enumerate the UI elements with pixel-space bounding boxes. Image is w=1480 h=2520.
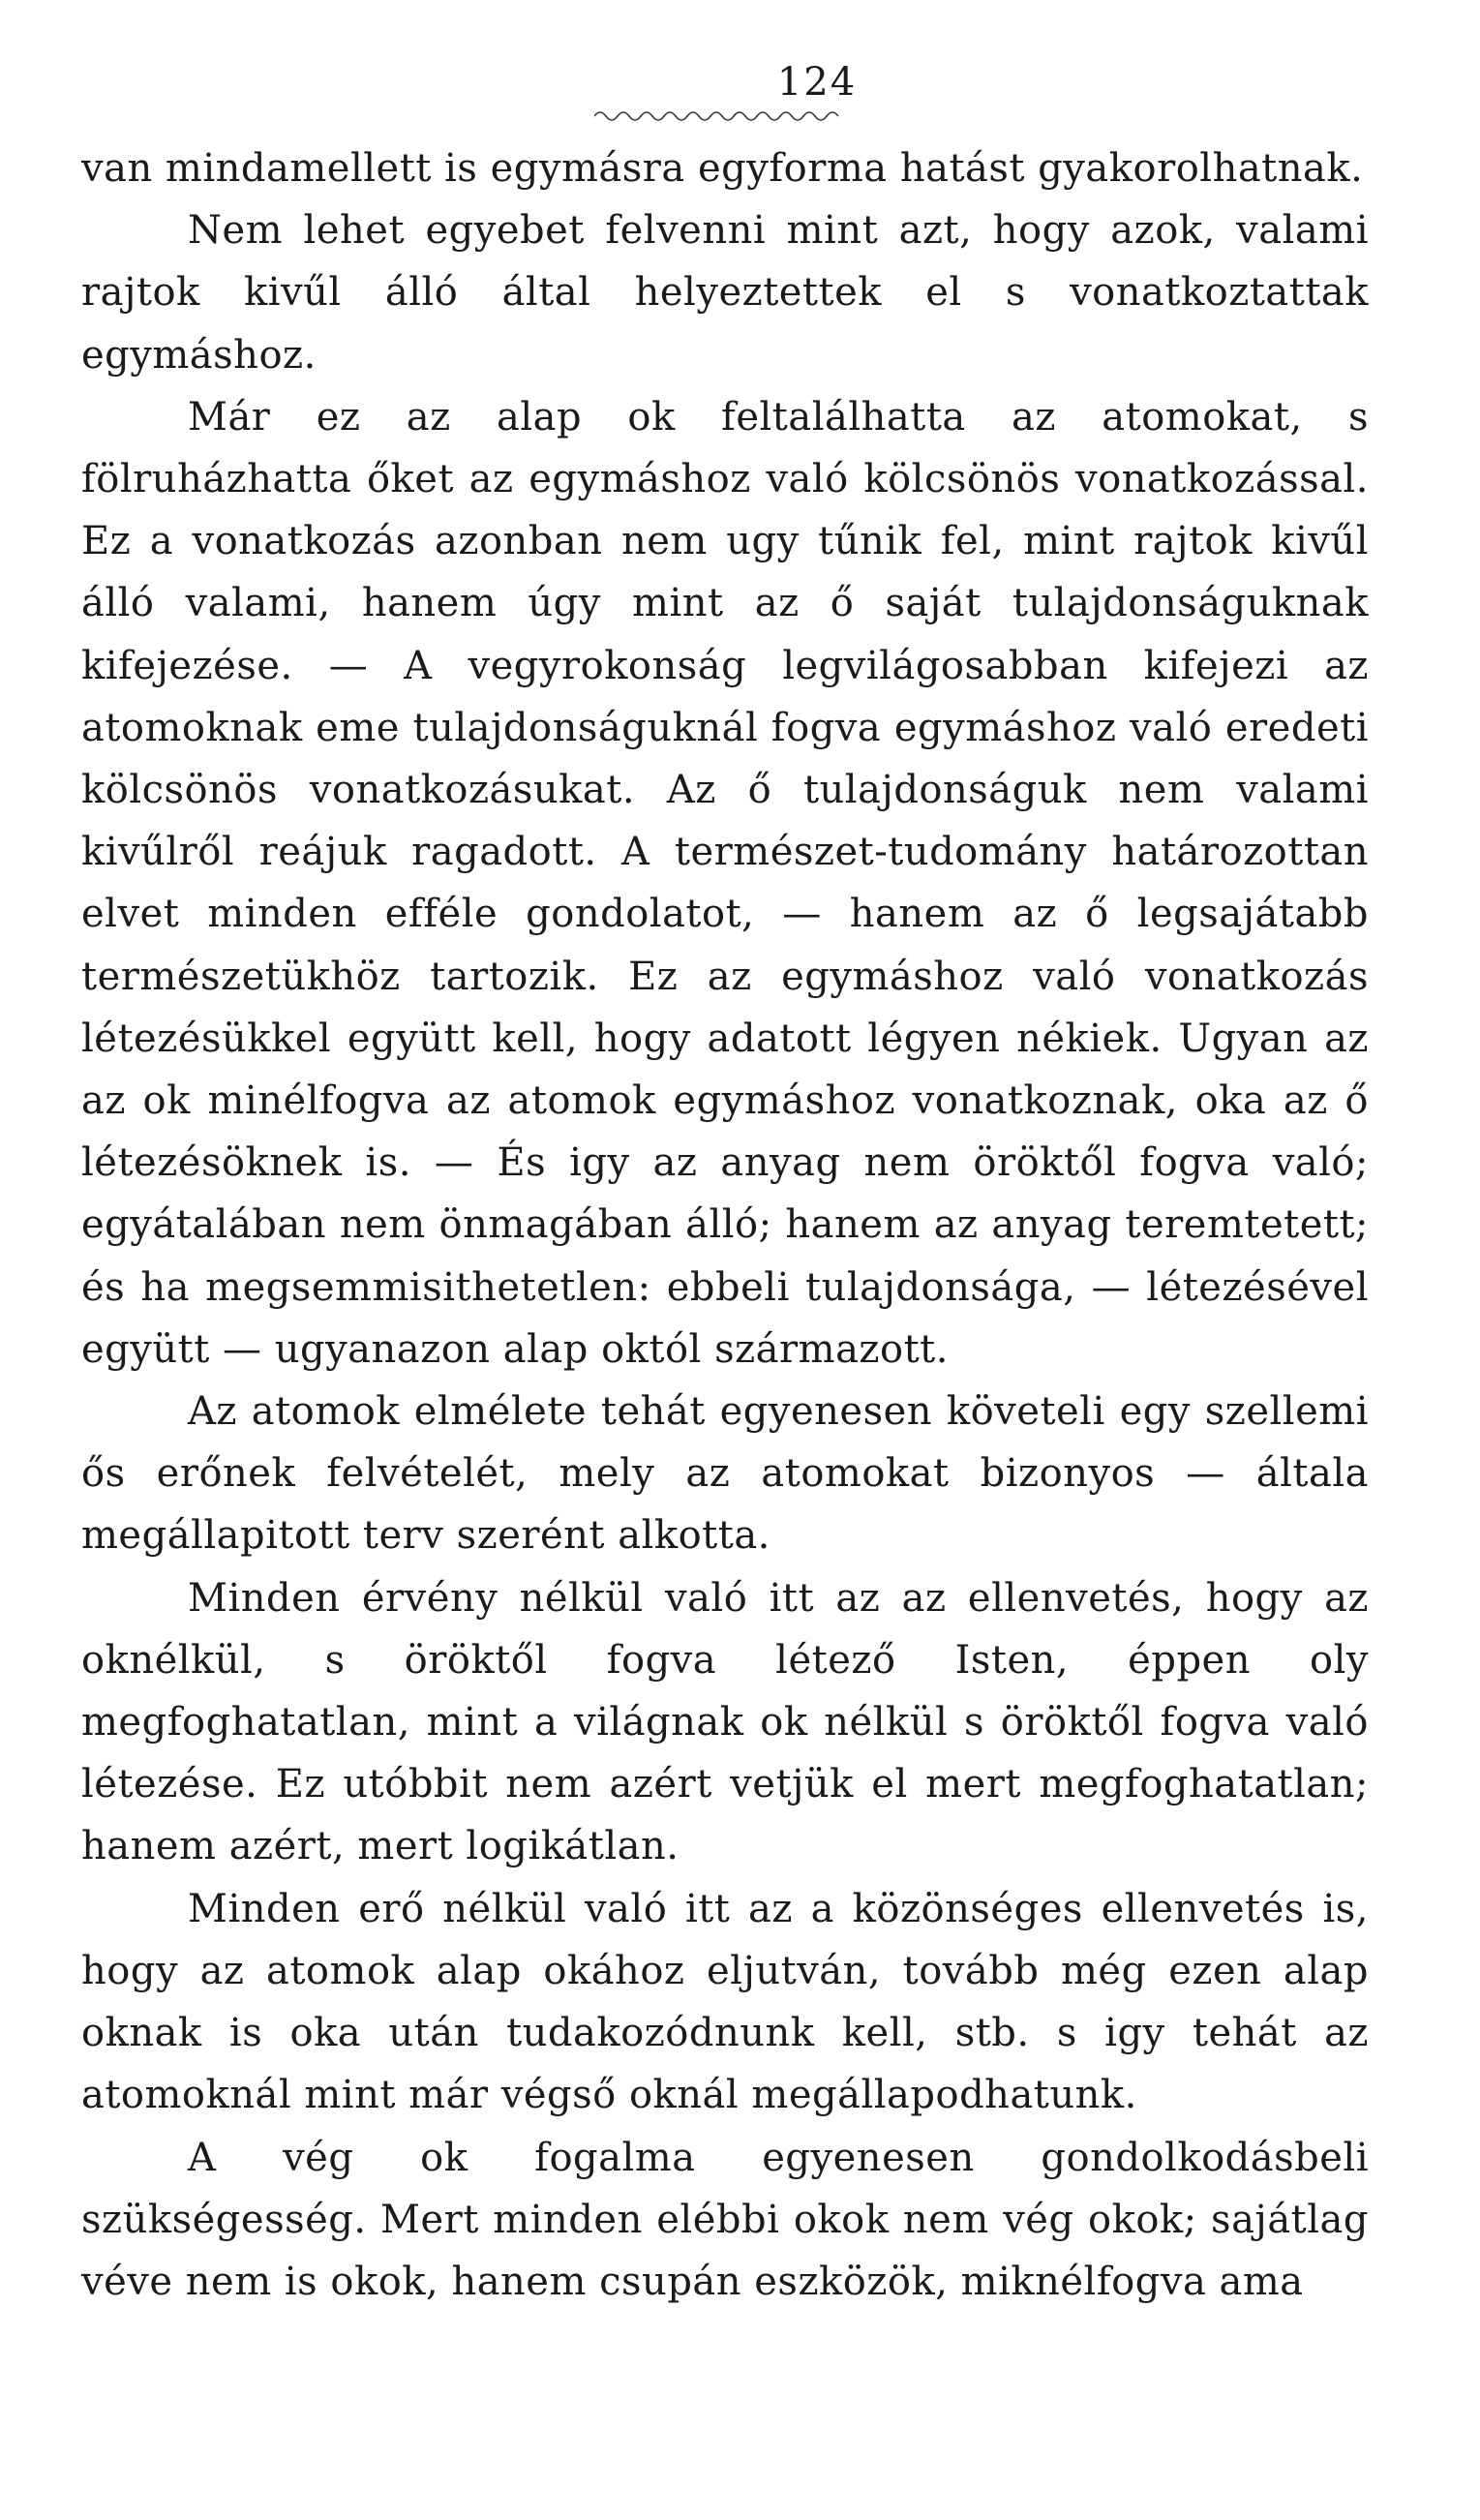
paragraph-6: Minden erő nélkül való itt az a közönséges ellenvetés is, hogy az atomok alap okához eljutván, tovább még ezen alap oknak is oka után tudakozódnunk kell, stb. s igy tehát az atomoknál mint már végső oknál megállapodhatunk.: [81, 1886, 1369, 2118]
paragraph-3: Már ez az alap ok feltalálhatta az atomokat, s fölruházhatta őket az egymáshoz való kölcsönös vonatkozással. Ez a vonatkozás azonban nem ugy tűnik fel, mint rajtok kivűl álló valami, hanem úgy mint az ő saját tulajdonságuknak kifejezése. — A vegyrokonság legvilágosabban kifejezi az atomoknak eme tulajdonságuknál fogva egymáshoz való eredeti kölcsönös vonatkozásukat. Az ő tulajdonságuk nem valami kivűlről reájuk ragadott. A természet-tudomány határozottan elvet minden efféle gondolatot, — hanem az ő legsajátabb természetükhöz tartozik. Ez az egymáshoz való vonatkozás létezésükkel együtt kell, hogy adatott légyen nékiek. Ugyan az az ok minélfogva az atomok egymáshoz vonatkoznak, oka az ő létezésöknek is. — És igy az anyag nem öröktől fogva való; egyátalában nem önmagában álló; hanem az anyag teremtetett; és ha megsemmisithetetlen: ebbeli tulajdonsága, — létezésével együtt — ugyanazon alap októl származott.: [81, 394, 1369, 1372]
wavy-rule-ornament: [594, 106, 846, 126]
paragraph-5: Minden érvény nélkül való itt az az ellenvetés, hogy az oknélkül, s öröktől fogva létező Isten, éppen oly megfoghatatlan, mint a világnak ok nélkül s öröktől fogva való létezése. Ez utóbbit nem azért vetjük el mert megfoghatatlan; hanem azért, mert logikátlan.: [81, 1575, 1369, 1869]
paragraph-7: A vég ok fogalma egyenesen gondolkodásbeli szükségesség. Mert minden elébbi okok nem vég okok; sajátlag véve nem is okok, hanem csupán eszközök, miknélfogva ama: [81, 2135, 1369, 2304]
paragraph-1: van mindamellett is egymásra egyforma hatást gyakorolhatnak.: [81, 146, 1364, 191]
paragraph-4: Az atomok elmélete tehát egyenesen követeli egy szellemi ős erőnek felvételét, mely az atomokat bizonyos — általa megállapitott terv szerént alkotta.: [81, 1389, 1369, 1559]
page-number: 124: [776, 60, 858, 105]
body-text: [81, 137, 1369, 2313]
paragraph-2: Nem lehet egyebet felvenni mint azt, hogy azok, valami rajtok kivűl álló által helyeztettek el s vonatkoztattak egymáshoz.: [81, 208, 1369, 378]
book-page: [81, 58, 1369, 2313]
